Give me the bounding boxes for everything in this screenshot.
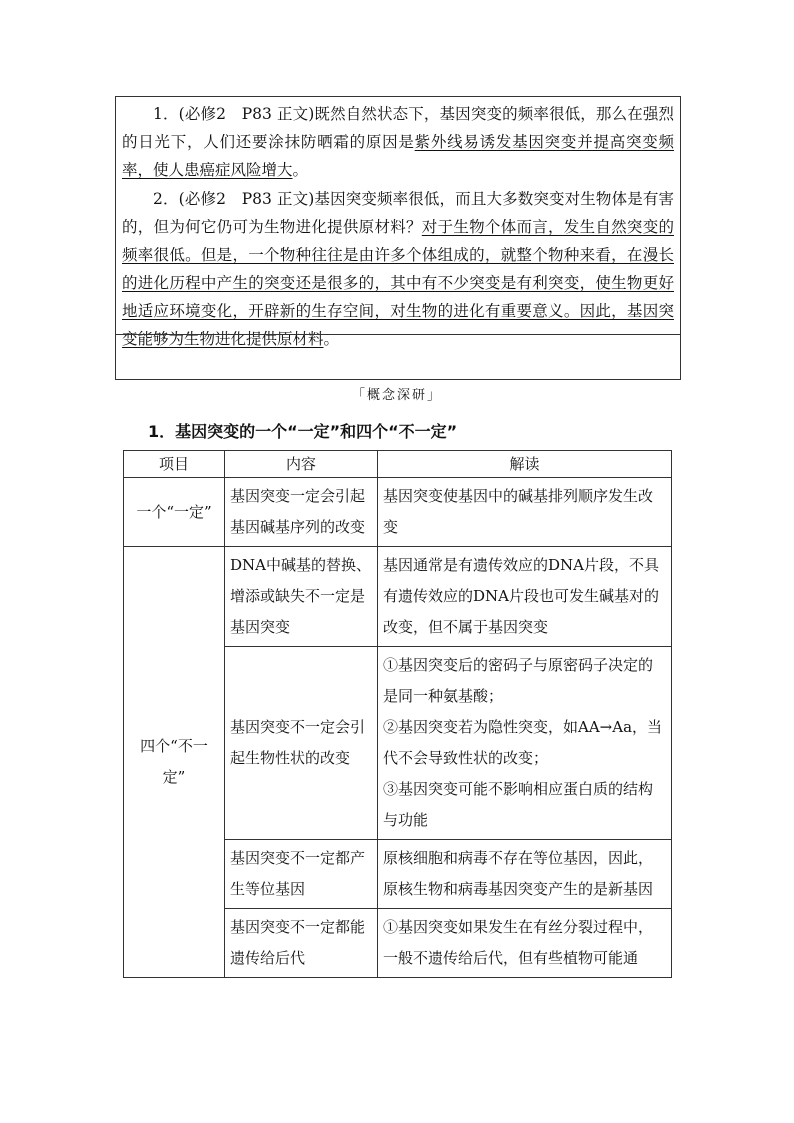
- reading-point-1: ①基因突变后的密码子与原密码子决定的是同一种氨基酸；: [383, 656, 654, 705]
- row-reading: 原核细胞和病毒不存在等位基因，因此，原核生物和病毒基因突变产生的是新基因: [378, 840, 672, 909]
- row-reading: 基因突变使基因中的碱基排列顺序发生改变: [378, 478, 672, 547]
- question-2: 2．(必修2 P83 正文)基因突变频率很低，而且大多数突变对生物体是有害的，但为何它仍可为生物进化提供原材料？对于生物个体而言，发生自然突变的频率很低。但是，一个物种往往是由许多个体组成的，就整个物种来看，在漫长的进化历程中产生的突变还是很多的，其中有不少突变是有利突变，使生物更好地适应环境变化，开辟新的生存空间，对生物的进化有重要意义。因此，基因突变能够为生物进化提供原材料。: [122, 190, 674, 348]
- row-item: 一个“一定”: [124, 478, 225, 547]
- question-1-prompt: 1．(必修2 P83 正文)既然自然状态下，基因突变的频率很低，那么在强烈的日光下，人们还要涂抹防晒霜的原因是: [122, 105, 674, 151]
- row-content: 基因突变不一定都能遗传给后代: [225, 909, 378, 978]
- section-heading: 1．基因突变的一个“一定”和四个“不一定”: [148, 422, 458, 441]
- header-item: 项目: [124, 451, 225, 478]
- table-header-row: [124, 451, 672, 478]
- question-2-answer: 对于生物个体而言，发生自然突变的频率很低。但是，一个物种往往是由许多个体组成的，就整个物种来看，在漫长的进化历程中产生的突变还是很多的，其中有不少突变是有利突变，使生物更好地适应环境变化，开辟新的生存空间，对生物的进化有重要意义。因此，基因突变能够为生物进化提供原材料: [122, 218, 674, 348]
- question-2-prompt: 2．(必修2 P83 正文)基因突变频率很低，而且大多数突变对生物体是有害的，但为何它仍可为生物进化提供原材料？: [122, 190, 674, 236]
- row-content: 基因突变不一定都产生等位基因: [225, 840, 378, 909]
- header-content: 内容: [225, 451, 378, 478]
- row-reading: 基因通常是有遗传效应的DNA片段，不具有遗传效应的DNA片段也可发生碱基对的改变，但不属于基因突变: [378, 547, 672, 647]
- row-content: 基因突变一定会引起基因碱基序列的改变: [225, 478, 378, 547]
- reading-point-2: ②基因突变若为隐性突变，如AA→Aa，当代不会导致性状的改变；: [383, 718, 663, 767]
- table-row: [124, 547, 672, 647]
- table-row: [124, 478, 672, 547]
- reading-point-3: ③基因突变可能不影响相应蛋白质的结构与功能: [383, 780, 654, 829]
- row-reading: [378, 647, 672, 840]
- box-divider: [116, 334, 680, 335]
- row-reading: ①基因突变如果发生在有丝分裂过程中，一般不遗传给后代，但有些植物可能通: [378, 909, 672, 978]
- section-tag: 「概念深研」: [351, 388, 442, 403]
- review-questions-box: [115, 96, 681, 380]
- question-1-answer: 紫外线易诱发基因突变并提高突变频率，使人患癌症风险增大: [122, 133, 674, 179]
- concept-table: [123, 450, 672, 978]
- row-group-item: 四个“不一定”: [124, 547, 225, 978]
- question-1: 1．(必修2 P83 正文)既然自然状态下，基因突变的频率很低，那么在强烈的日光下，人们还要涂抹防晒霜的原因是紫外线易诱发基因突变并提高突变频率，使人患癌症风险增大。: [122, 105, 674, 179]
- row-content: 基因突变不一定会引起生物性状的改变: [225, 647, 378, 840]
- header-reading: 解读: [378, 451, 672, 478]
- row-content: DNA中碱基的替换、增添或缺失不一定是基因突变: [225, 547, 378, 647]
